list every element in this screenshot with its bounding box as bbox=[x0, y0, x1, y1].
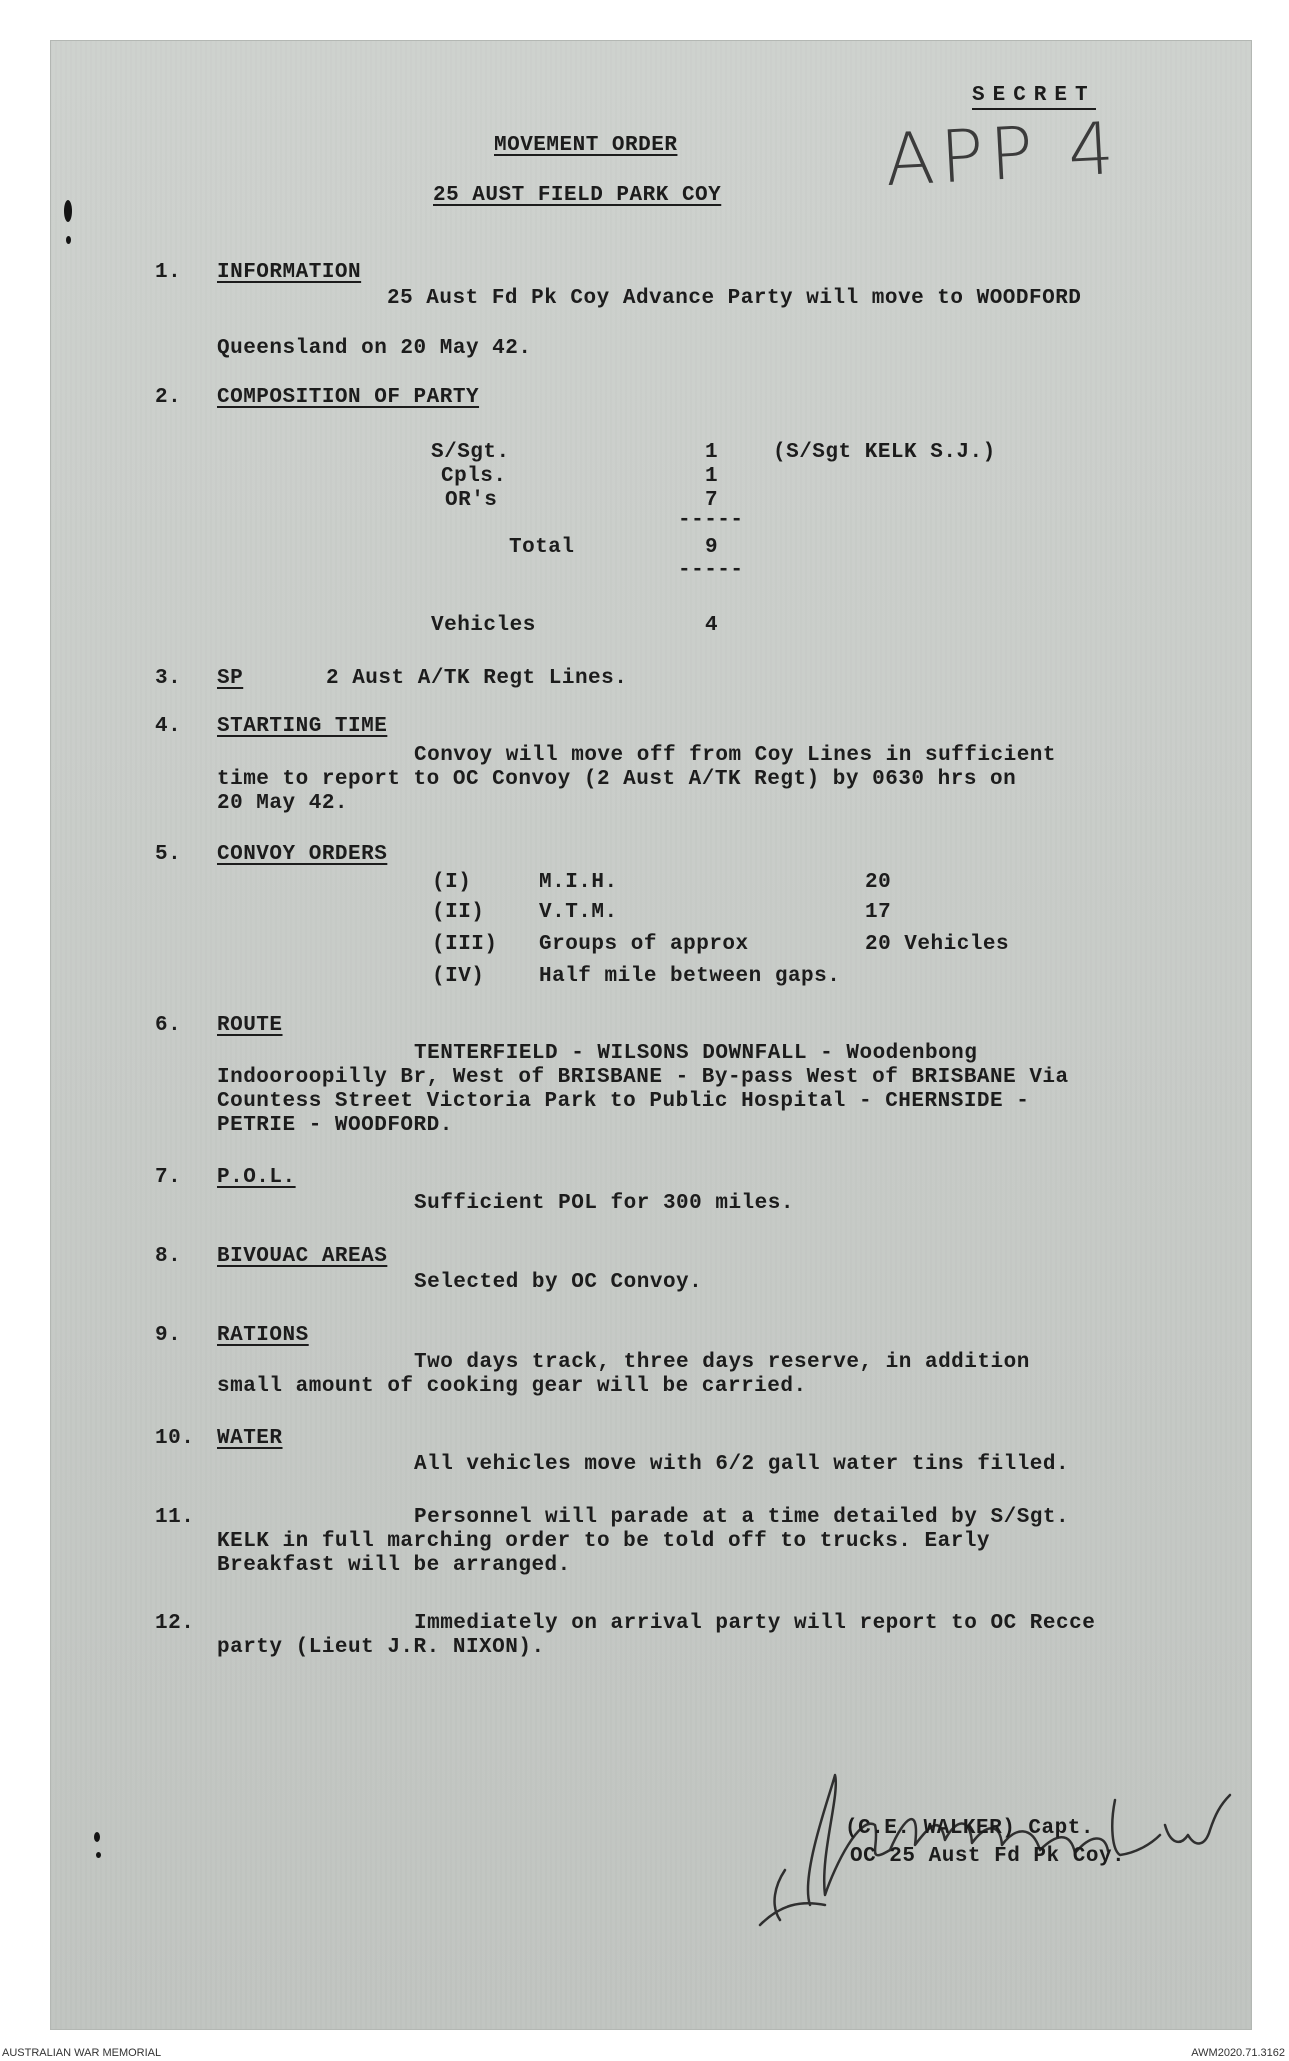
classification-stamp: SECRET bbox=[972, 85, 1096, 110]
para-8-line: Selected by OC Convoy. bbox=[414, 1271, 703, 1294]
footer-accession-number: AWM2020.71.3162 bbox=[1191, 2047, 1285, 2059]
para-6-line: Indooroopilly Br, West of BRISBANE - By-pass West of BRISBANE Via bbox=[217, 1066, 1069, 1089]
para-6-line: TENTERFIELD - WILSONS DOWNFALL - Woodenbong bbox=[414, 1042, 978, 1065]
para-3-num: 3. bbox=[155, 667, 182, 690]
document-page bbox=[50, 40, 1252, 2030]
para-6-line: PETRIE - WOODFORD. bbox=[217, 1114, 453, 1137]
para-5-num: 5. bbox=[155, 843, 182, 866]
para-4-line: time to report to OC Convoy (2 Aust A/TK Regt) by 0630 hrs on bbox=[217, 768, 1017, 791]
para-12-line: party (Lieut J.R. NIXON). bbox=[217, 1636, 545, 1659]
convoy-order-index: (II) bbox=[432, 901, 485, 924]
para-9-line: small amount of cooking gear will be carried. bbox=[217, 1375, 807, 1398]
convoy-order-value: 20 Vehicles bbox=[865, 933, 1010, 956]
punch-hole bbox=[66, 236, 71, 244]
para-8-heading: BIVOUAC AREAS bbox=[217, 1245, 388, 1268]
party-row-label: OR's bbox=[445, 489, 498, 512]
para-6-line: Countess Street Victoria Park to Public Hospital - CHERNSIDE - bbox=[217, 1090, 1030, 1113]
party-row-label: Total bbox=[509, 536, 575, 559]
convoy-order-index: (III) bbox=[432, 933, 498, 956]
para-12-line: Immediately on arrival party will report to OC Recce bbox=[414, 1612, 1096, 1635]
para-11-line: Breakfast will be arranged. bbox=[217, 1554, 571, 1577]
punch-hole bbox=[96, 1852, 101, 1858]
para-9-num: 9. bbox=[155, 1324, 182, 1347]
convoy-order-label: Half mile between gaps. bbox=[539, 965, 841, 988]
party-rule: ----- bbox=[678, 559, 744, 582]
party-row-value: 4 bbox=[705, 614, 719, 637]
party-row-label: Vehicles bbox=[431, 614, 536, 637]
punch-hole bbox=[64, 200, 72, 222]
para-2-num: 2. bbox=[155, 386, 182, 409]
convoy-order-label: Groups of approx bbox=[539, 933, 749, 956]
signatory-name: (C.E. WALKER) Capt. bbox=[845, 1817, 1094, 1840]
para-6-num: 6. bbox=[155, 1014, 182, 1037]
para-3-heading: SP bbox=[217, 667, 244, 690]
para-10-heading: WATER bbox=[217, 1427, 283, 1450]
punch-hole bbox=[94, 1832, 100, 1842]
footer-archive-label: AUSTRALIAN WAR MEMORIAL bbox=[2, 2047, 162, 2059]
para-11-line: Personnel will parade at a time detailed by S/Sgt. bbox=[414, 1506, 1070, 1529]
party-row-value: 1 bbox=[705, 441, 719, 464]
para-7-line: Sufficient POL for 300 miles. bbox=[414, 1192, 794, 1215]
signatory-title: OC 25 Aust Fd Pk Coy. bbox=[850, 1845, 1126, 1868]
convoy-order-label: V.T.M. bbox=[539, 901, 618, 924]
para-3-text: 2 Aust A/TK Regt Lines. bbox=[326, 667, 628, 690]
party-row-label: S/Sgt. bbox=[431, 441, 510, 464]
party-row-label: Cpls. bbox=[441, 465, 507, 488]
para-11-line: KELK in full marching order to be told off to trucks. Early bbox=[217, 1530, 991, 1553]
para-9-heading: RATIONS bbox=[217, 1324, 309, 1347]
para-4-line: Convoy will move off from Coy Lines in sufficient bbox=[414, 744, 1057, 767]
para-4-line: 20 May 42. bbox=[217, 792, 349, 815]
convoy-order-label: M.I.H. bbox=[539, 871, 618, 894]
document-title: MOVEMENT ORDER bbox=[494, 134, 678, 157]
para-10-line: All vehicles move with 6/2 gall water tins filled. bbox=[414, 1453, 1070, 1476]
para-7-num: 7. bbox=[155, 1166, 182, 1189]
para-5-heading: CONVOY ORDERS bbox=[217, 843, 388, 866]
para-6-heading: ROUTE bbox=[217, 1014, 283, 1037]
para-4-heading: STARTING TIME bbox=[217, 715, 388, 738]
party-row-note: (S/Sgt KELK S.J.) bbox=[773, 441, 996, 464]
para-12-num: 12. bbox=[155, 1612, 195, 1635]
convoy-order-index: (IV) bbox=[432, 965, 485, 988]
para-1-line: Queensland on 20 May 42. bbox=[217, 337, 532, 360]
convoy-order-index: (I) bbox=[432, 871, 472, 894]
para-9-line: Two days track, three days reserve, in addition bbox=[414, 1351, 1030, 1374]
convoy-order-value: 17 bbox=[865, 901, 892, 924]
party-rule: ----- bbox=[678, 509, 744, 532]
para-11-num: 11. bbox=[155, 1506, 195, 1529]
convoy-order-value: 20 bbox=[865, 871, 892, 894]
para-1-num: 1. bbox=[155, 261, 182, 284]
party-row-value: 9 bbox=[705, 536, 719, 559]
para-7-heading: P.O.L. bbox=[217, 1166, 296, 1189]
para-10-num: 10. bbox=[155, 1427, 195, 1450]
para-4-num: 4. bbox=[155, 715, 182, 738]
para-1-heading: INFORMATION bbox=[217, 261, 362, 284]
document-subtitle: 25 AUST FIELD PARK COY bbox=[433, 184, 722, 207]
para-8-num: 8. bbox=[155, 1245, 182, 1268]
para-2-heading: COMPOSITION OF PARTY bbox=[217, 386, 480, 409]
para-1-line: 25 Aust Fd Pk Coy Advance Party will move to WOODFORD bbox=[387, 287, 1082, 310]
party-row-value: 1 bbox=[705, 465, 719, 488]
handwritten-app-note: APP 4 bbox=[882, 105, 1122, 203]
party-row-value: 7 bbox=[705, 489, 719, 512]
